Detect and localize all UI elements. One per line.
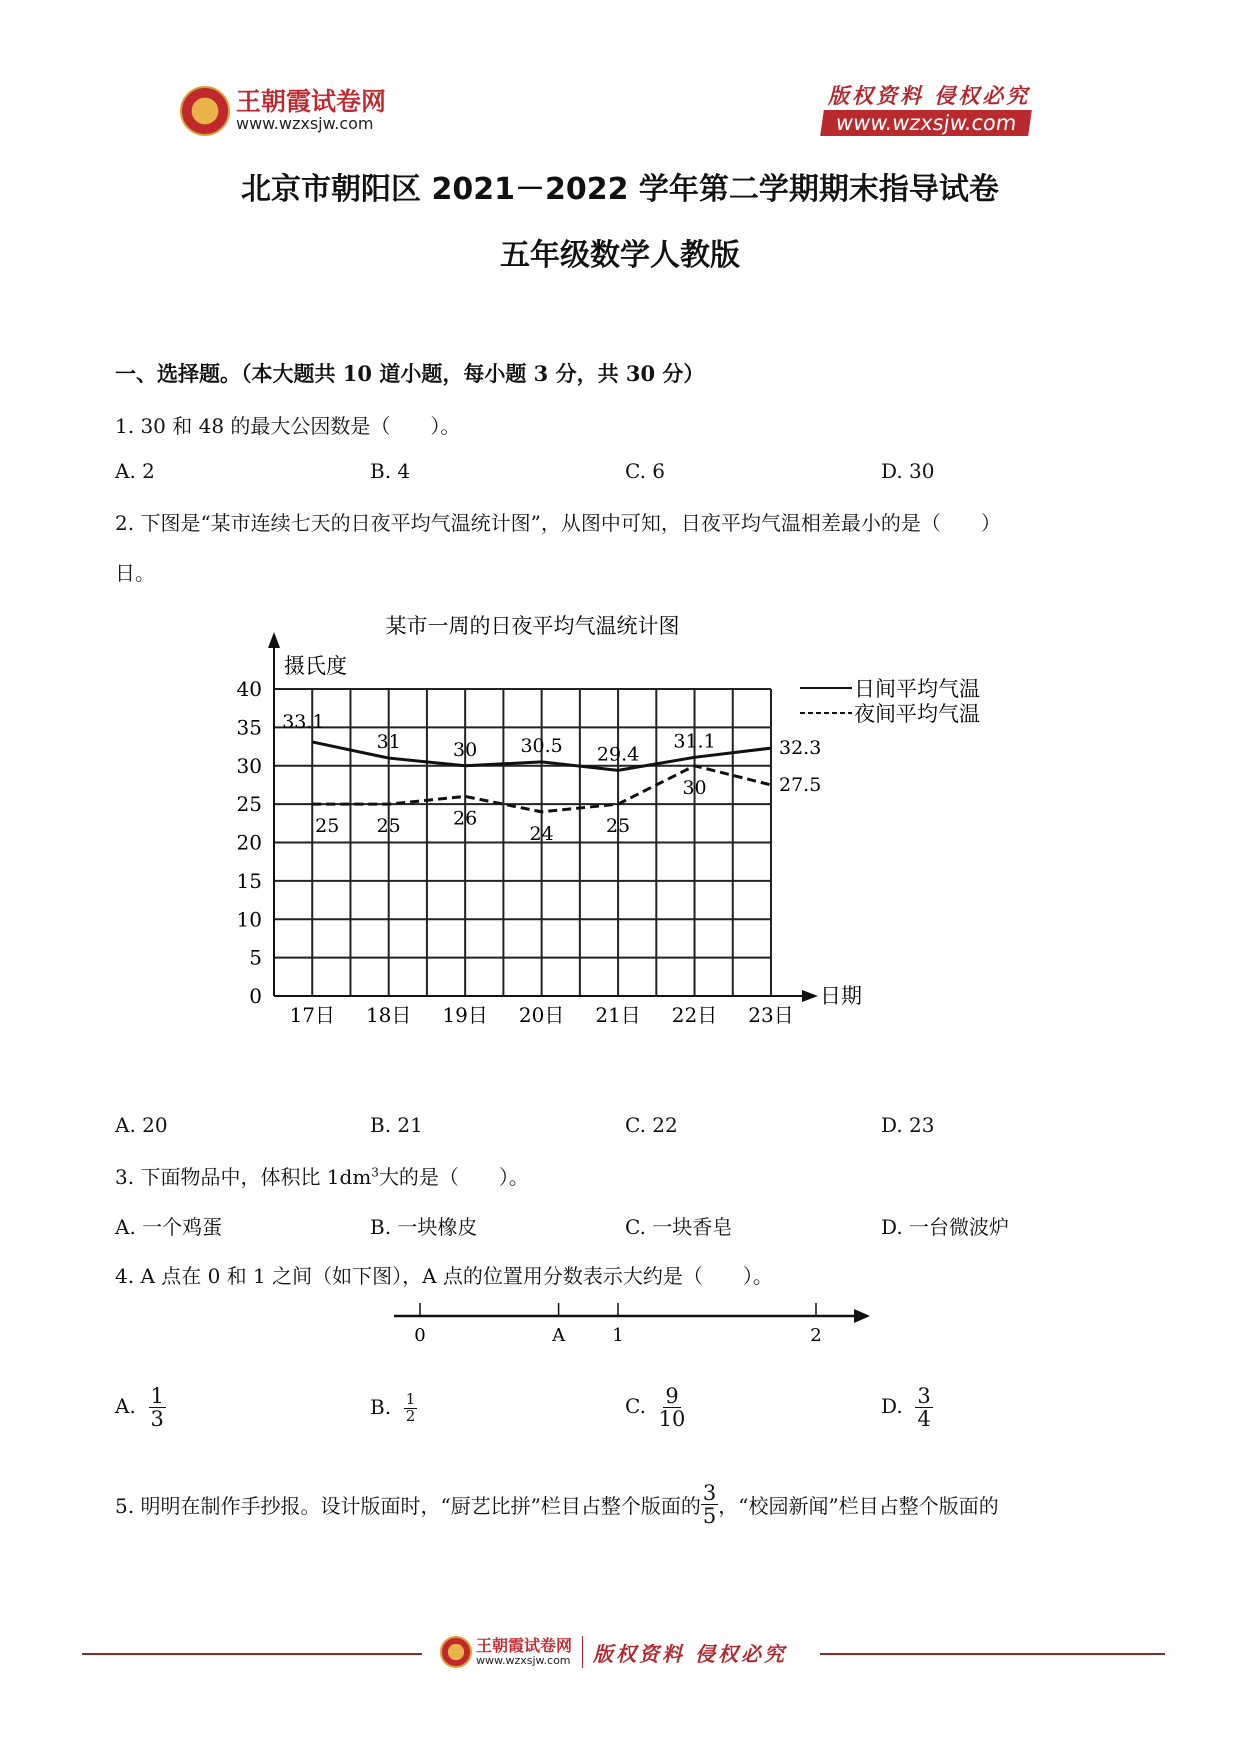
q4-option-a [115,1385,166,1430]
q1-option-d: D. 30 [881,459,935,483]
x-tick-label: 19日 [442,1003,488,1027]
fraction [404,1392,418,1425]
q2-option-a: A. 20 [115,1113,168,1137]
q3-text-after: 大的是（ ）。 [378,1165,529,1189]
night-data-label: 24 [529,822,554,845]
day-data-label: 29.4 [596,743,640,766]
q4-option-c [625,1385,685,1430]
denominator: 10 [658,1407,686,1432]
x-tick-label: 22日 [671,1003,718,1027]
numerator: 1 [405,1390,416,1408]
x-tick-label: 21日 [595,1003,641,1027]
brand-url: www.wzxsjw.com [236,114,374,133]
q3-superscript: 3 [371,1165,379,1180]
number-line [380,1295,880,1355]
url-banner: www.wzxsjw.com [820,110,1032,136]
numerator: 3 [917,1384,931,1408]
q3-option-d: D. 一台微波炉 [881,1215,1010,1239]
y-tick-label: 0 [249,984,262,1008]
denominator: 5 [702,1504,717,1529]
q3-option-c: C. 一块香皂 [625,1215,733,1239]
question-5 [115,1482,999,1527]
q3-option-b: B. 一块橡皮 [370,1215,478,1239]
section-heading: 一、选择题。（本大题共 10 道小题，每小题 3 分，共 30 分） [115,361,705,386]
day-data-label: 31.1 [673,730,716,753]
q1-option-c: C. 6 [625,459,666,483]
footer-separator [582,1636,583,1668]
day-data-label: 30.5 [520,734,563,757]
q5-text-before: 5. 明明在制作手抄报。设计版面时，“厨艺比拼”栏目占整个版面的 [115,1494,701,1519]
q1-option-a: A. 2 [115,459,155,483]
q5-text-after: ，“校园新闻”栏目占整个版面的 [718,1494,999,1519]
y-tick-label: 10 [236,907,262,932]
option-letter: D. [881,1394,903,1419]
question-2: 2. 下图是“某市连续七天的日夜平均气温统计图”，从图中可知，日夜平均气温相差最小的是（ ） [115,511,1001,535]
x-tick-label: 20日 [518,1003,565,1027]
q4-option-b [370,1392,417,1425]
denominator: 3 [150,1407,164,1432]
y-axis-label: 摄氏度 [284,654,347,678]
q3-text-before: 3. 下面物品中，体积比 1dm [115,1165,372,1189]
x-axis-label: 日期 [820,984,862,1008]
x-tick-label: 17日 [289,1003,335,1027]
q2-option-b: B. 21 [370,1113,423,1137]
night-data-label: 25 [605,815,631,838]
fraction [701,1482,718,1527]
night-data-label: 25 [376,815,401,838]
number-line-label: 1 [612,1325,624,1346]
brand-name: 王朝霞试卷网 [236,87,387,116]
q4-option-d [881,1385,933,1430]
y-axis-arrow [268,632,280,648]
fraction [149,1385,166,1430]
night-data-label: 26 [453,807,478,830]
denominator: 2 [405,1406,416,1425]
legend-label: 夜间平均气温 [854,702,980,726]
day-data-label: 33.1 [282,710,325,733]
numerator: 9 [665,1384,679,1408]
seal-icon [440,1636,472,1668]
footer-brand: 王朝霞试卷网 [476,1635,573,1655]
night-data-label: 30 [682,776,707,799]
day-data-label: 30 [453,738,478,761]
footer-url: www.wzxsjw.com [476,1653,571,1667]
question-4: 4. A 点在 0 和 1 之间（如下图），A 点的位置用分数表示大约是（ ）。 [115,1264,773,1288]
y-tick-label: 35 [236,715,262,740]
fraction [659,1385,686,1430]
number-line-label: 2 [810,1325,822,1346]
page-title: 北京市朝阳区 2021－2022 学年第二学期期末指导试卷 [241,172,999,207]
y-tick-label: 40 [236,677,262,701]
denominator: 4 [917,1407,931,1432]
footer-logo [440,1636,787,1668]
option-letter: B. [370,1394,392,1419]
q2-option-d: D. 23 [881,1113,935,1137]
x-axis-arrow [802,990,818,1002]
footer-divider-right [820,1653,1165,1655]
day-data-label: 32.3 [779,737,822,760]
y-tick-label: 15 [236,868,262,893]
chart-title: 某市一周的日夜平均气温统计图 [385,614,680,638]
question-2-cont: 日。 [115,561,155,585]
q3-option-a: A. 一个鸡蛋 [115,1215,223,1239]
y-tick-label: 30 [236,753,262,778]
number-line-arrow [854,1309,870,1323]
number-line-label: 0 [414,1325,426,1346]
option-letter: A. [115,1394,136,1419]
x-tick-label: 18日 [365,1003,412,1027]
numerator: 3 [702,1481,717,1505]
question-1: 1. 30 和 48 的最大公因数是（ ）。 [115,414,461,438]
page-subtitle: 五年级数学人教版 [500,238,740,273]
option-letter: C. [625,1394,646,1419]
y-tick-label: 25 [236,792,262,817]
x-tick-label: 23日 [748,1003,794,1027]
y-tick-label: 20 [236,830,262,855]
copyright-notice: 版权资料 侵权必究 [828,83,1031,108]
question-3 [115,1161,529,1190]
night-data-label: 25 [315,815,340,838]
q1-option-b: B. 4 [370,459,411,483]
q2-option-c: C. 22 [625,1113,678,1137]
legend-label: 日间平均气温 [854,677,980,701]
number-line-label: A [552,1325,566,1346]
footer-rights: 版权资料 侵权必究 [593,1641,787,1666]
numerator: 1 [150,1384,164,1408]
day-data-label: 31 [376,731,401,754]
footer-divider-left [82,1653,422,1655]
night-data-label: 27.5 [779,773,822,796]
y-tick-label: 5 [249,945,262,970]
fraction [915,1385,932,1430]
